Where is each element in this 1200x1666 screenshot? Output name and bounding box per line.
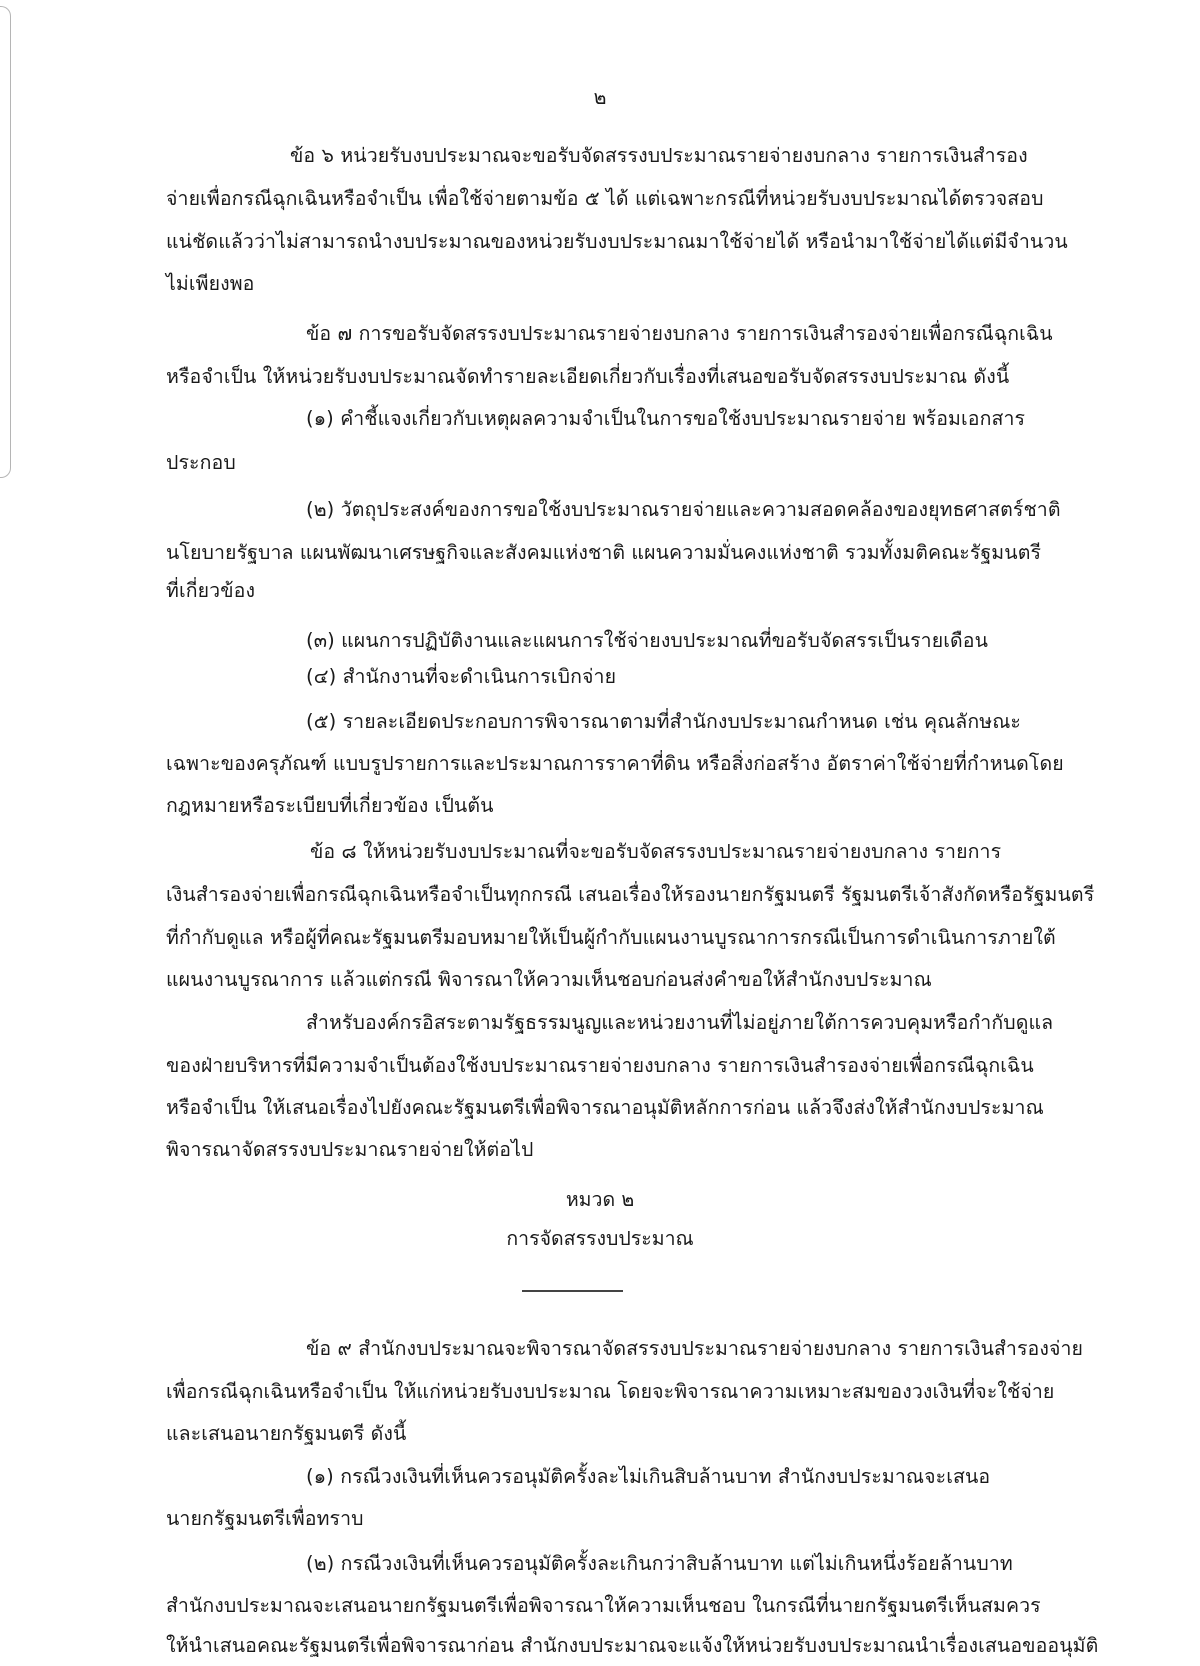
clause-9-line: ข้อ ๙ สำนักงบประมาณจะพิจารณาจัดสรรงบประมาณรายจ่ายงบกลาง รายการเงินสำรองจ่าย xyxy=(306,1337,1084,1360)
clause-7-item-1: ประกอบ xyxy=(166,451,236,474)
page-number: ๒ xyxy=(593,86,607,109)
clause-7-item-2: (๒) วัตถุประสงค์ของการขอใช้งบประมาณรายจ่ายและความสอดคล้องของยุทธศาสตร์ชาติ xyxy=(306,498,1061,521)
clause-7-item-4: (๔) สำนักงานที่จะดำเนินการเบิกจ่าย xyxy=(306,665,617,688)
clause-8-line: ที่กำกับดูแล หรือผู้ที่คณะรัฐมนตรีมอบหมายให้เป็นผู้กำกับแผนงานบูรณาการกรณีเป็นการดำเนินการภายใต้ xyxy=(166,926,1056,949)
clause-9-line: เพื่อกรณีฉุกเฉินหรือจำเป็น ให้แก่หน่วยรับงบประมาณ โดยจะพิจารณาความเหมาะสมของวงเงินที่จะใช้จ่าย xyxy=(166,1380,1055,1403)
clause-6-line: ไม่เพียงพอ xyxy=(166,272,255,295)
clause-7-item-2: ที่เกี่ยวข้อง xyxy=(166,579,256,602)
clause-7-item-2: นโยบายรัฐบาล แผนพัฒนาเศรษฐกิจและสังคมแห่งชาติ แผนความมั่นคงแห่งชาติ รวมทั้งมติคณะรัฐมนตรี xyxy=(166,541,1042,564)
clause-7-item-1: (๑) คำชี้แจงเกี่ยวกับเหตุผลความจำเป็นในการขอใช้งบประมาณรายจ่าย พร้อมเอกสาร xyxy=(306,407,1026,430)
clause-9-item-2: ให้นำเสนอคณะรัฐมนตรีเพื่อพิจารณาก่อน สำนักงบประมาณจะแจ้งให้หน่วยรับงบประมาณนำเรื่องเสนอขออนุมัติ xyxy=(166,1634,1099,1657)
clause-6-line: แน่ชัดแล้วว่าไม่สามารถนำงบประมาณของหน่วยรับงบประมาณมาใช้จ่ายได้ หรือนำมาใช้จ่ายได้แต่มีจำนวน xyxy=(166,230,1068,253)
chapter-title: การจัดสรรงบประมาณ xyxy=(506,1227,694,1250)
clause-8-para2-line: ของฝ่ายบริหารที่มีความจำเป็นต้องใช้งบประมาณรายจ่ายงบกลาง รายการเงินสำรองจ่ายเพื่อกรณีฉุกเฉิน xyxy=(166,1054,1034,1077)
chapter-divider xyxy=(522,1290,623,1292)
clause-7-line: ข้อ ๗ การขอรับจัดสรรงบประมาณรายจ่ายงบกลาง รายการเงินสำรองจ่ายเพื่อกรณีฉุกเฉิน xyxy=(306,322,1053,345)
clause-7-item-5: กฎหมายหรือระเบียบที่เกี่ยวข้อง เป็นต้น xyxy=(166,794,494,817)
page-edge-bracket xyxy=(0,6,11,478)
clause-9-item-2: สำนักงบประมาณจะเสนอนายกรัฐมนตรีเพื่อพิจารณาให้ความเห็นชอบ ในกรณีที่นายกรัฐมนตรีเห็นสมควร xyxy=(166,1594,1041,1617)
clause-8-line: เงินสำรองจ่ายเพื่อกรณีฉุกเฉินหรือจำเป็นทุกกรณี เสนอเรื่องให้รองนายกรัฐมนตรี รัฐมนตรีเจ้าสังกัดหรือรัฐมนตรี xyxy=(166,883,1095,906)
clause-6-line: ข้อ ๖ หน่วยรับงบประมาณจะขอรับจัดสรรงบประมาณรายจ่ายงบกลาง รายการเงินสำรอง xyxy=(290,144,1028,167)
clause-7-line: หรือจำเป็น ให้หน่วยรับงบประมาณจัดทำรายละเอียดเกี่ยวกับเรื่องที่เสนอขอรับจัดสรรงบประมาณ ดังนี้ xyxy=(166,365,1010,388)
clause-8-para2-line: สำหรับองค์กรอิสระตามรัฐธรรมนูญและหน่วยงานที่ไม่อยู่ภายใต้การควบคุมหรือกำกับดูแล xyxy=(306,1011,1054,1034)
clause-8-para2-line: พิจารณาจัดสรรงบประมาณรายจ่ายให้ต่อไป xyxy=(166,1138,534,1161)
clause-9-item-1: (๑) กรณีวงเงินที่เห็นควรอนุมัติครั้งละไม่เกินสิบล้านบาท สำนักงบประมาณจะเสนอ xyxy=(306,1465,991,1488)
clause-6-line: จ่ายเพื่อกรณีฉุกเฉินหรือจำเป็น เพื่อใช้จ่ายตามข้อ ๕ ได้ แต่เฉพาะกรณีที่หน่วยรับงบประมาณได้ตรวจสอบ xyxy=(166,187,1044,210)
clause-7-item-3: (๓) แผนการปฏิบัติงานและแผนการใช้จ่ายงบประมาณที่ขอรับจัดสรรเป็นรายเดือน xyxy=(306,629,989,652)
chapter-number: หมวด ๒ xyxy=(565,1188,635,1211)
clause-9-line: และเสนอนายกรัฐมนตรี ดังนี้ xyxy=(166,1422,407,1445)
clause-9-item-2: (๒) กรณีวงเงินที่เห็นควรอนุมัติครั้งละเกินกว่าสิบล้านบาท แต่ไม่เกินหนึ่งร้อยล้านบาท xyxy=(306,1552,1013,1575)
clause-7-item-5: (๕) รายละเอียดประกอบการพิจารณาตามที่สำนักงบประมาณกำหนด เช่น คุณลักษณะ xyxy=(306,710,1021,733)
clause-9-item-1: นายกรัฐมนตรีเพื่อทราบ xyxy=(166,1507,364,1530)
clause-8-para2-line: หรือจำเป็น ให้เสนอเรื่องไปยังคณะรัฐมนตรีเพื่อพิจารณาอนุมัติหลักการก่อน แล้วจึงส่งให้สำนักงบประมาณ xyxy=(166,1096,1044,1119)
clause-8-line: แผนงานบูรณาการ แล้วแต่กรณี พิจารณาให้ความเห็นชอบก่อนส่งคำขอให้สำนักงบประมาณ xyxy=(166,968,932,991)
clause-7-item-5: เฉพาะของครุภัณฑ์ แบบรูปรายการและประมาณการราคาที่ดิน หรือสิ่งก่อสร้าง อัตราค่าใช้จ่ายที่กำหนดโดย xyxy=(166,752,1064,775)
clause-8-line: ข้อ ๘ ให้หน่วยรับงบประมาณที่จะขอรับจัดสรรงบประมาณรายจ่ายงบกลาง รายการ xyxy=(310,840,1002,863)
